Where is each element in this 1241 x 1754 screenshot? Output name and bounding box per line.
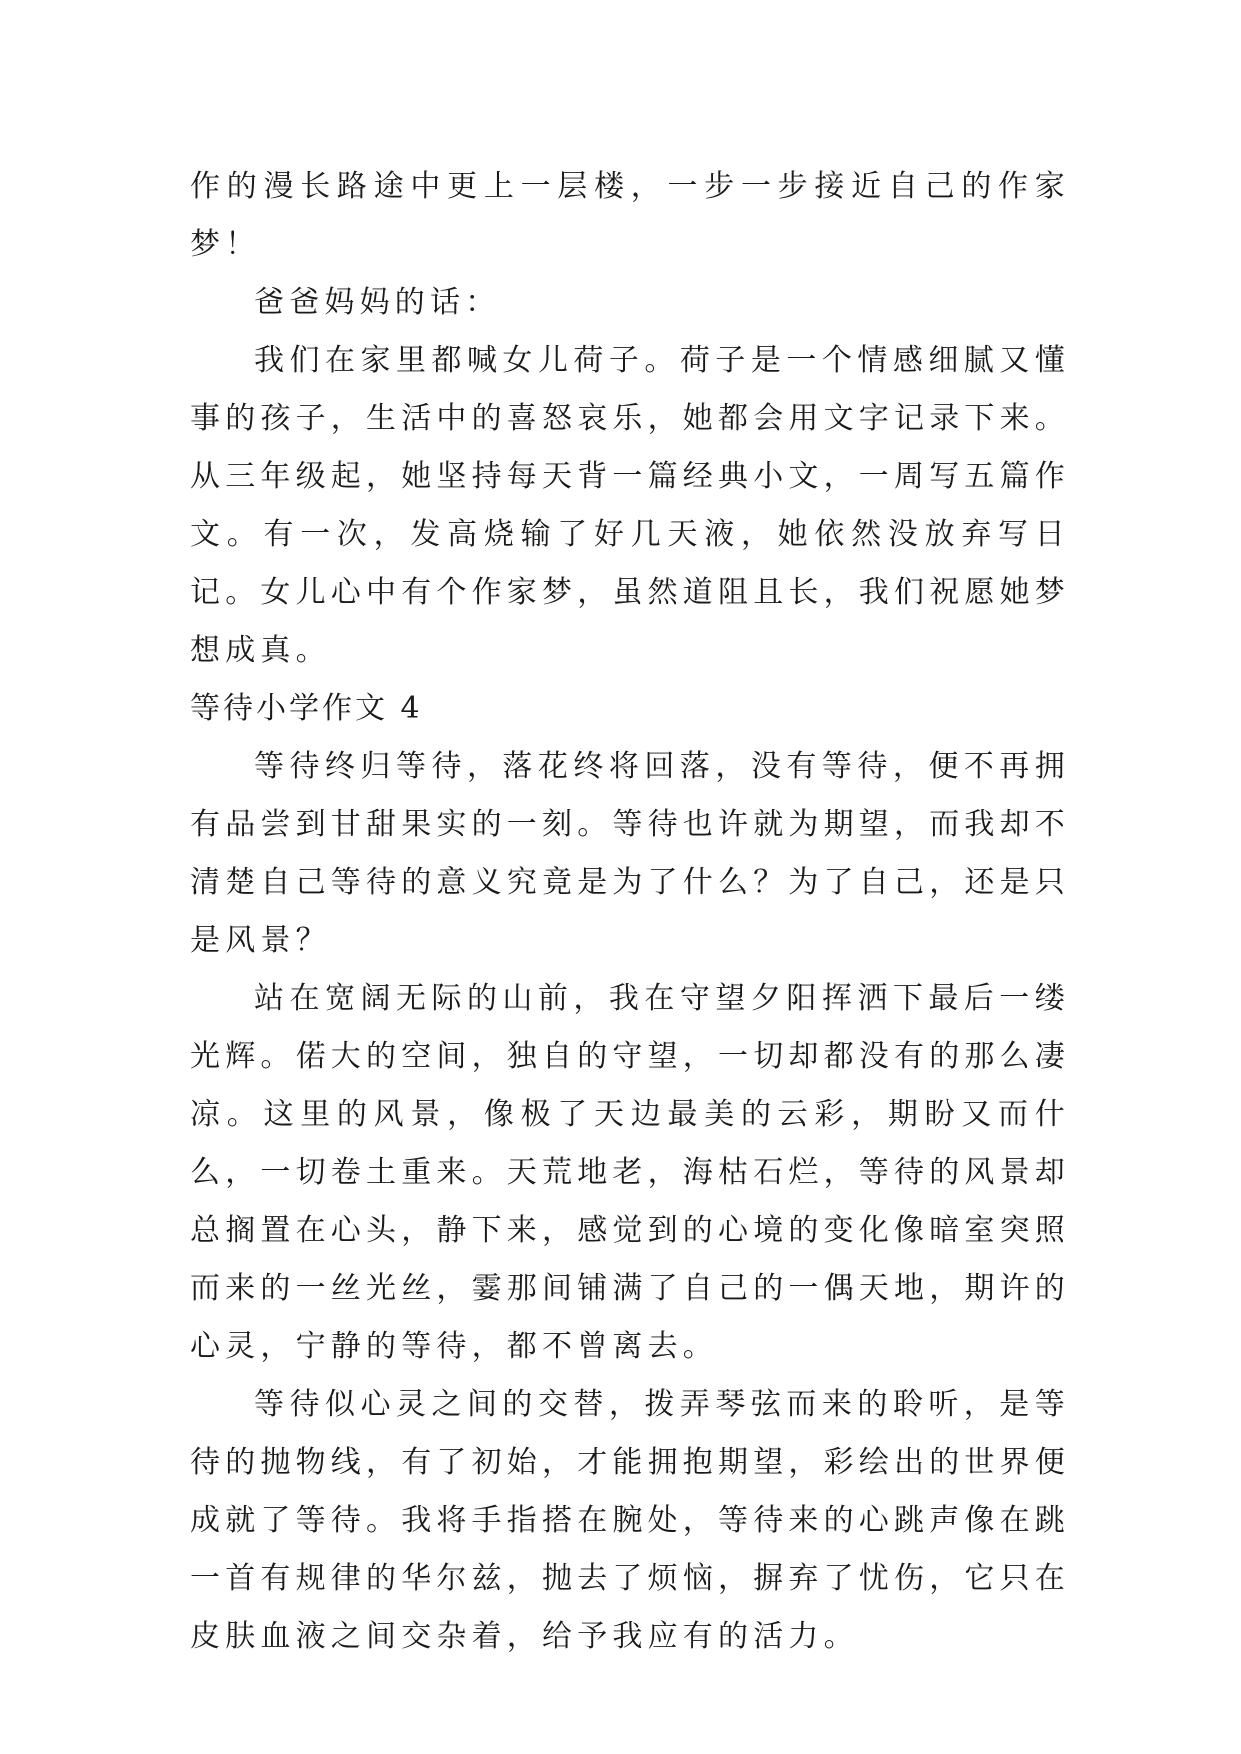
paragraph-essay-2: 站在宽阔无际的山前，我在守望夕阳挥洒下最后一缕光辉。偌大的空间，独自的守望，一切却都没有的那么凄凉。这里的风景，像极了天边最美的云彩，期盼又而什么，一切卷土重来。天荒地老，海枯石烂，等待的风景却总搁置在心头，静下来，感觉到的心境的变化像暗室突照而来的一丝光丝，霎那间铺满了自己的一偶天地，期许的心灵，宁静的等待，都不曾离去。	[190, 981, 1070, 1364]
paragraph-essay-3: 等待似心灵之间的交替，拨弄琴弦而来的聆听，是等待的抛物线，有了初始，才能拥抱期望，彩绘出的世界便成就了等待。我将手指搭在腕处，等待来的心跳声像在跳一首有规律的华尔兹，抛去了烦恼，摒弃了忧伤，它只在皮肤血液之间交杂着，给予我应有的活力。	[190, 1387, 1070, 1654]
paragraph-parents-heading: 爸爸妈妈的话：	[254, 285, 501, 320]
document-page	[190, 158, 1070, 1666]
essay-title: 等待小学作文 4	[190, 691, 423, 726]
paragraph-parents-words: 我们在家里都喊女儿荷子。荷子是一个情感细腻又懂事的孩子，生活中的喜怒哀乐，她都会用文字记录下来。从三年级起，她坚持每天背一篇经典小文，一周写五篇作文。有一次，发高烧输了好几天液，她依然没放弃写日记。女儿心中有个作家梦，虽然道阻且长，我们祝愿她梦想成真。	[190, 343, 1070, 668]
paragraph-essay-1: 等待终归等待，落花终将回落，没有等待，便不再拥有品尝到甘甜果实的一刻。等待也许就为期望，而我却不清楚自己等待的意义究竟是为了什么？为了自己，还是只是风景？	[190, 749, 1070, 958]
paragraph-continuation: 作的漫长路途中更上一层楼，一步一步接近自己的作家梦！	[190, 169, 1070, 262]
